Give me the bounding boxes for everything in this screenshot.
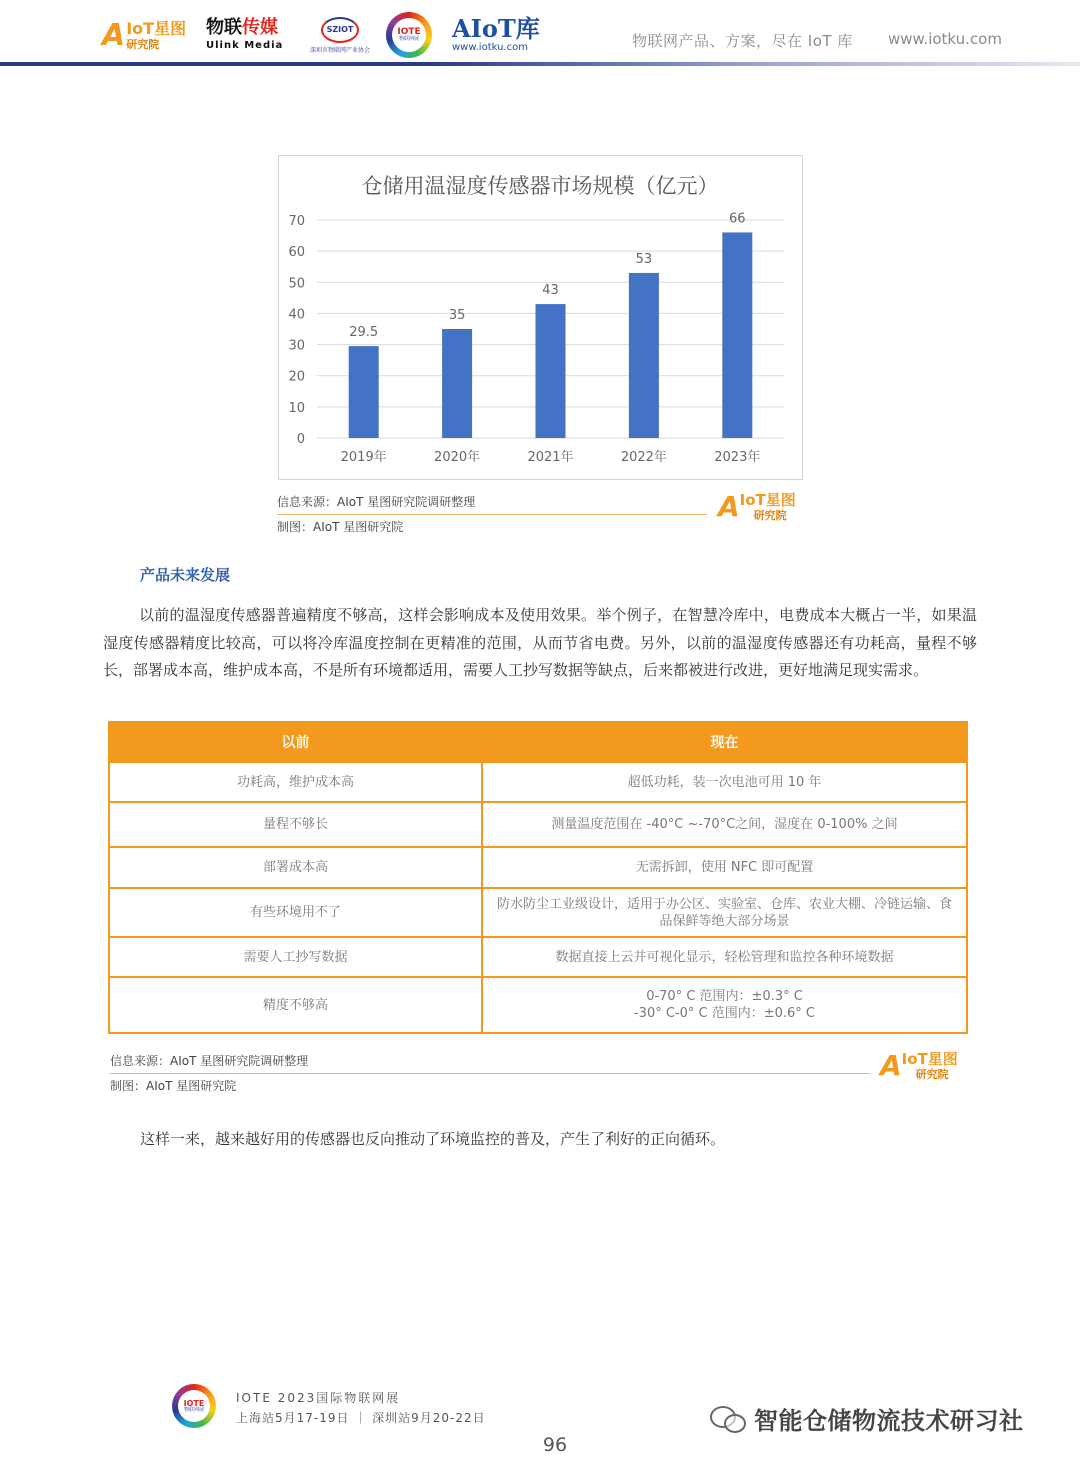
chart-aiot-logo: A IoT星图 研究院 xyxy=(718,490,796,523)
ulink-media-logo: 物联传媒 Ulink Media xyxy=(206,17,284,51)
data-label: 29.5 xyxy=(349,325,379,341)
sziot-logo: SZIOT 深圳市物联网产业协会 xyxy=(308,14,372,56)
x-tick-label: 2019年 xyxy=(340,450,387,465)
before-cell: 功耗高，维护成本高 xyxy=(109,762,482,802)
now-cell xyxy=(482,977,967,1033)
now-cell: 超低功耗，装一次电池可用 10 年 xyxy=(482,762,967,802)
y-tick-label: 30 xyxy=(288,338,305,354)
table-row xyxy=(109,847,967,888)
bar xyxy=(536,304,566,438)
before-cell: 需要人工抄写数据 xyxy=(109,937,482,977)
table-maker-text: 制图：AIoT 星图研究院 xyxy=(110,1079,237,1093)
y-tick-label: 70 xyxy=(288,214,305,229)
bar xyxy=(722,232,752,438)
watermark xyxy=(708,1401,1024,1436)
intro-paragraph: 以前的温湿度传感器普遍精度不够高，这样会影响成本及使用效果。举个例子，在智慧冷库中，电费成本大概占一半，如果温湿度传感器精度比较高，可以将冷库温度控制在更精准的范围，从而节省电费。另外，以前的温湿度传感器还有功耗高，量程不够长，部署成本高，维护成本高，不是所有环境都适用，需要人工抄写数据等缺点，后来都被进行改进，更好地满足现实需求。 xyxy=(103,606,977,679)
wechat-icon xyxy=(708,1404,748,1434)
before-cell: 有些环境用不了 xyxy=(109,888,482,937)
chart-source-text: 信息来源：AIoT 星图研究院调研整理 xyxy=(277,495,476,509)
before-cell: 量程不够长 xyxy=(109,802,482,847)
bar xyxy=(442,329,472,438)
table-row xyxy=(109,977,967,1033)
chart-title: 仓储用温湿度传感器市场规模（亿元） xyxy=(361,174,719,198)
section-title: 产品未来发展 xyxy=(140,566,231,584)
header-website: www.iotku.com xyxy=(888,30,1002,48)
x-tick-label: 2020年 xyxy=(434,450,481,465)
table-source-divider xyxy=(110,1073,870,1074)
market-size-chart xyxy=(278,155,803,480)
watermark-text: 智能仓储物流技术研习社 xyxy=(754,1407,1024,1435)
table-row xyxy=(109,802,967,847)
table-row xyxy=(109,937,967,977)
now-cell: 无需拆卸，使用 NFC 即可配置 xyxy=(482,847,967,888)
column-header-before: 以前 xyxy=(109,722,482,762)
closing-paragraph: 这样一来，越来越好用的传感器也反向推动了环境监控的普及，产生了利好的正向循环。 xyxy=(140,1130,726,1148)
x-tick-label: 2021年 xyxy=(527,450,574,465)
iote-logo: IOTE 物联网展 xyxy=(386,12,432,58)
x-tick-label: 2022年 xyxy=(620,450,667,465)
accuracy-line: -30° C-0° C 范围内：±0.6° C xyxy=(633,1006,816,1021)
y-tick-label: 50 xyxy=(288,276,305,292)
chart-source-divider xyxy=(277,514,707,515)
table-source-text: 信息来源：AIoT 星图研究院调研整理 xyxy=(110,1054,309,1068)
data-label: 66 xyxy=(729,211,746,227)
chart-canvas xyxy=(279,156,802,479)
y-tick-label: 0 xyxy=(296,432,305,447)
now-cell: 数据直接上云并可视化显示，轻松管理和监控各种环境数据 xyxy=(482,937,967,977)
aiot-ku-logo: AIoT库 www.iotku.com xyxy=(452,14,540,53)
accuracy-line: 0-70° C 范围内：±0.3° C xyxy=(646,989,803,1004)
y-tick-label: 40 xyxy=(288,307,305,323)
now-cell: 测量温度范围在 -40°C ~-70°C之间，湿度在 0-100% 之间 xyxy=(482,802,967,847)
comparison-table xyxy=(108,721,968,1034)
x-tick-label: 2023年 xyxy=(714,450,761,465)
before-cell: 精度不够高 xyxy=(109,977,482,1033)
column-header-now: 现在 xyxy=(482,722,967,762)
page-header xyxy=(0,0,1080,68)
table-aiot-logo: A IoT星图 研究院 xyxy=(880,1049,958,1082)
bar xyxy=(629,273,659,438)
header-slogan: 物联网产品、方案，尽在 IoT 库 xyxy=(632,32,853,50)
y-tick-label: 20 xyxy=(288,369,305,385)
page-number: 96 xyxy=(542,1434,568,1456)
table-header-row xyxy=(109,722,967,762)
table-row xyxy=(109,888,967,937)
now-cell: 防水防尘工业级设计，适用于办公区、实验室、仓库、农业大棚、冷链运输、食品保鲜等绝大部分场景 xyxy=(482,888,967,937)
y-tick-label: 10 xyxy=(288,400,305,416)
footer-event-dates: 上海站5月17-19日 ｜ 深圳站9月20-22日 xyxy=(236,1411,486,1425)
aiot-research-logo: A IoT星图 研究院 xyxy=(102,17,187,53)
data-label: 43 xyxy=(542,283,559,299)
data-label: 35 xyxy=(448,308,466,323)
footer-iote-logo: IOTE 物联网展 xyxy=(172,1384,216,1428)
table-row xyxy=(109,762,967,802)
header-rule xyxy=(0,62,1080,66)
footer-event-title: IOTE 2023国际物联网展 xyxy=(236,1391,401,1405)
before-cell: 部署成本高 xyxy=(109,847,482,888)
data-label: 53 xyxy=(635,251,653,267)
chart-maker-text: 制图：AIoT 星图研究院 xyxy=(277,520,404,534)
y-tick-label: 60 xyxy=(288,245,305,261)
bar xyxy=(349,346,379,438)
